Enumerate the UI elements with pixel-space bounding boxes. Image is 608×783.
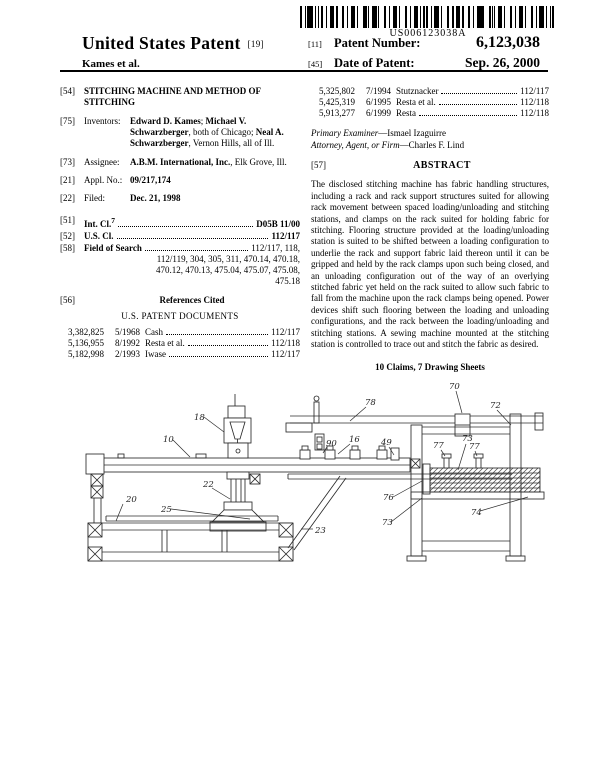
- svg-text:25: 25: [161, 505, 172, 515]
- assignee-value: A.B.M. International, Inc., Elk Grove, Ill.: [130, 157, 287, 167]
- reference-name: Stutznacker: [396, 86, 439, 96]
- reference-name: Resta: [396, 107, 416, 118]
- reference-class: 112/117: [520, 86, 549, 96]
- inventors-value: Edward D. Kames; Michael V. Schwarzberger, both of Chicago; Neal A. Schwarzberger, Vernon Hills, all of Ill.: [130, 116, 284, 148]
- patent-number-label: Patent Number:: [334, 36, 421, 50]
- svg-text:90: 90: [326, 439, 337, 449]
- dot-leader: [118, 226, 253, 227]
- reference-date: 5/1968: [114, 327, 140, 337]
- application-number-row: [60, 175, 300, 186]
- reference-row: [60, 338, 300, 349]
- reference-number: 5,136,955: [68, 337, 104, 348]
- field-tag: [58]: [60, 243, 75, 253]
- reference-date: 2/1993: [114, 348, 140, 359]
- filed-row: [60, 193, 300, 204]
- int-cl-superscript: 7: [111, 216, 116, 225]
- us-cl-row: [60, 231, 300, 242]
- field-tag: [57]: [311, 160, 326, 171]
- inventors-row: [60, 116, 300, 149]
- patent-date-value: Sep. 26, 2000: [464, 55, 540, 70]
- svg-text:18: 18: [194, 413, 205, 423]
- patent-number-row: [308, 34, 540, 52]
- svg-text:20: 20: [126, 495, 137, 505]
- svg-text:22: 22: [203, 480, 214, 490]
- patent-office-title: United States Patent: [82, 33, 241, 53]
- header-rule: [60, 70, 548, 72]
- application-number-label: Appl. No.:: [84, 175, 123, 185]
- patent-date-row: [308, 55, 540, 71]
- reference-date: 6/1995: [365, 96, 391, 107]
- reference-row: [311, 86, 549, 97]
- filed-value: Dec. 21, 1998: [130, 193, 181, 203]
- patent-number-value: 6,123,038: [476, 34, 540, 51]
- dot-leader: [166, 334, 268, 335]
- invention-title-row: [60, 86, 300, 108]
- reference-name: Resta et al.: [145, 337, 185, 348]
- kind-code-tag: [19]: [247, 39, 264, 49]
- field-tag: [52]: [60, 231, 75, 241]
- assignee-label: Assignee:: [84, 157, 120, 167]
- svg-text:70: 70: [449, 382, 460, 392]
- svg-text:10: 10: [163, 435, 174, 445]
- svg-text:73: 73: [462, 434, 473, 444]
- reference-number: 5,182,998: [68, 348, 104, 359]
- figure-drawing: [78, 378, 556, 608]
- reference-date: 8/1992: [114, 337, 140, 348]
- field-tag: [73]: [60, 157, 75, 167]
- field-tag: [21]: [60, 175, 75, 185]
- int-cl-row: [60, 215, 300, 230]
- field-tag: [56]: [60, 295, 75, 305]
- search-classes-line: 470.12, 470.13, 475.04, 475.07, 475.08,: [156, 265, 300, 275]
- references-cited-row: [60, 295, 300, 306]
- field-of-search-row: [60, 243, 300, 287]
- dot-leader: [169, 356, 268, 357]
- dot-leader: [145, 250, 248, 251]
- dot-leader: [441, 93, 517, 94]
- attorney-line: Attorney, Agent, or Firm—Charles F. Lind: [311, 139, 465, 150]
- patent-number-tag: [11]: [308, 39, 322, 49]
- svg-text:74: 74: [471, 508, 482, 518]
- inventors-label: Inventors:: [84, 116, 121, 126]
- reference-row: [311, 108, 549, 119]
- reference-number: 3,382,825: [68, 327, 104, 337]
- svg-text:77: 77: [469, 442, 480, 452]
- us-cl-value: 112/117: [271, 231, 300, 241]
- primary-examiner-line: Primary Examiner—Ismael Izaguirre: [311, 128, 446, 139]
- reference-class: 112/118: [520, 96, 549, 107]
- dot-leader: [117, 238, 269, 239]
- field-of-search-lines: [84, 254, 300, 287]
- assignee-row: [60, 157, 300, 168]
- reference-number: 5,425,319: [319, 96, 355, 107]
- us-cl-label: U.S. Cl.: [84, 231, 114, 241]
- svg-text:16: 16: [349, 435, 360, 445]
- reference-number: 5,913,277: [319, 107, 355, 118]
- dot-leader: [419, 115, 517, 116]
- invention-title: STITCHING MACHINE AND METHOD OF STITCHING: [84, 86, 261, 107]
- application-number-value: 09/217,174: [130, 175, 171, 185]
- field-tag: [54]: [60, 86, 75, 96]
- filed-label: Filed:: [84, 193, 106, 203]
- inventor-surname: Kames et al.: [82, 58, 140, 70]
- dot-leader: [188, 345, 268, 346]
- us-patent-documents-heading: U.S. PATENT DOCUMENTS: [121, 311, 239, 321]
- reference-date: 6/1999: [365, 107, 391, 118]
- reference-class: 112/118: [520, 107, 549, 118]
- svg-text:76: 76: [383, 493, 394, 503]
- svg-text:49: 49: [381, 438, 392, 448]
- left-column: [60, 86, 300, 359]
- barcode: [300, 6, 556, 28]
- reference-class: 112/117: [271, 327, 300, 337]
- patent-date-label: Date of Patent:: [334, 56, 415, 70]
- svg-text:73: 73: [382, 518, 393, 528]
- field-of-search-first: 112/117, 118,: [251, 243, 300, 253]
- reference-class: 112/118: [271, 337, 300, 348]
- svg-text:23: 23: [315, 526, 326, 536]
- reference-row: [311, 97, 549, 108]
- patent-date-tag: [45]: [308, 59, 323, 69]
- reference-name: Cash: [145, 327, 163, 337]
- field-tag: [22]: [60, 193, 75, 203]
- reference-name: Resta et al.: [396, 96, 436, 107]
- field-tag: [75]: [60, 116, 75, 126]
- int-cl-value: D05B 11/00: [256, 219, 300, 229]
- reference-class: 112/117: [271, 348, 300, 359]
- svg-text:72: 72: [490, 401, 501, 411]
- page-title: [82, 33, 264, 54]
- search-classes-line: 475.18: [275, 276, 300, 286]
- svg-text:77: 77: [433, 441, 444, 451]
- reference-row: [60, 349, 300, 360]
- abstract-heading-row: [311, 160, 549, 171]
- reference-row: [60, 327, 300, 338]
- patent-drawing: [78, 378, 556, 608]
- search-classes-line: 112/119, 304, 305, 311, 470.14, 470.18,: [156, 254, 300, 264]
- int-cl-label: Int. Cl.$^7$: [84, 216, 116, 229]
- references-cited-heading: References Cited: [159, 295, 225, 305]
- reference-date: 7/1994: [365, 86, 391, 96]
- abstract-heading: ABSTRACT: [413, 160, 471, 172]
- reference-name: Iwase: [145, 348, 166, 359]
- field-tag: [51]: [60, 215, 75, 225]
- abstract-text: The disclosed stitching machine has fabric handling structures, including a rack and rack support structures suited for allowing rack movement between spaced loading/unloading and stitching stations, and clamps on the rack suited for holding fabric for stitching. Flooring structure provided at the loading/unloading station is suited to be shifted between a loading configuration to underlie the rack and support fabric laid thereon until it can be gripped and held by the rack clamps upon such being closed, and an unloading configuration out of the way of an overlying stitched fabric yet held on the rack suited to allow such fabric to fall from the machine upon the rack clamps being opened. Power devices shift such flooring between the loading and unloading configurations, and the rack between the loading/unloading and stitching stations. A sewing machine mounted at the stitching station is controlled to trace out and stitch the fabric as desired.: [311, 179, 549, 350]
- header-right: [308, 34, 540, 74]
- barcode-text: US006123038A: [389, 28, 467, 39]
- reference-number: 5,325,802: [319, 86, 355, 96]
- field-of-search-label: Field of Search: [84, 243, 142, 253]
- claims-line: 10 Claims, 7 Drawing Sheets: [375, 362, 485, 373]
- right-column: [311, 86, 549, 373]
- svg-text:78: 78: [365, 398, 376, 408]
- dot-leader: [439, 104, 517, 105]
